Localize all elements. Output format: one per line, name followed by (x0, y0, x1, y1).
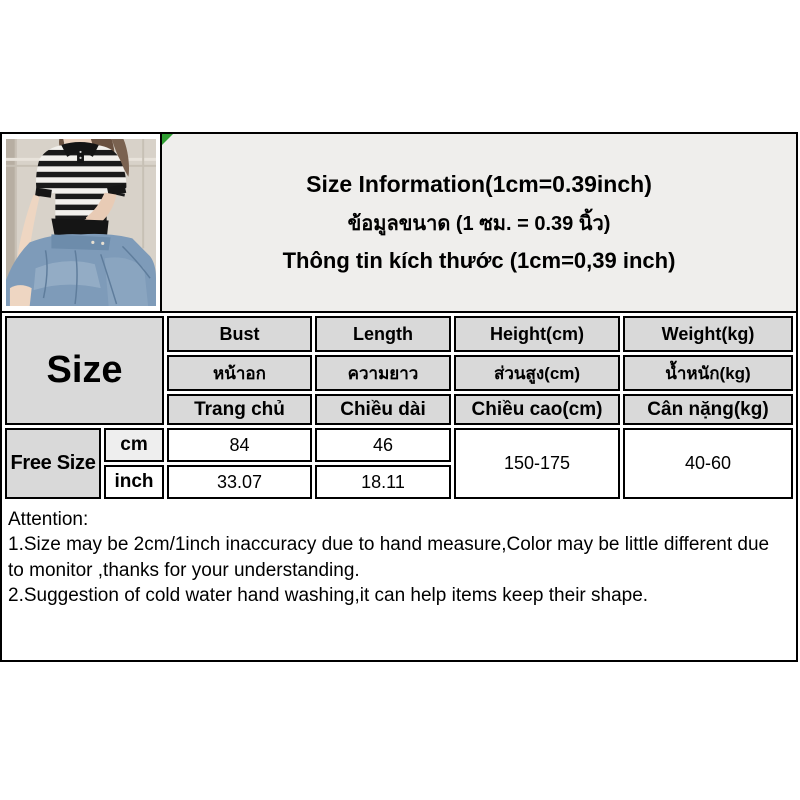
col-header-weight-vi: Cân nặng(kg) (623, 394, 793, 425)
col-header-bust-en: Bust (167, 316, 312, 352)
size-table (2, 313, 796, 502)
header-title-vi: Thông tin kích thước (1cm=0,39 inch) (282, 248, 676, 273)
row-label-free-size: Free Size (5, 428, 101, 499)
col-header-bust-vi: Trang chủ (167, 394, 312, 425)
header-title-en: Size Information(1cm=0.39inch) (306, 171, 652, 197)
col-header-bust-th: หน้าอก (167, 355, 312, 391)
height-range-value: 150-175 (454, 428, 620, 499)
col-header-length-en: Length (315, 316, 451, 352)
col-header-length-th: ความยาว (315, 355, 451, 391)
size-info-header (162, 134, 796, 311)
corner-marker-icon (162, 134, 173, 145)
product-photo-cell (2, 134, 162, 311)
unit-cm-cell: cm (104, 428, 164, 462)
attention-notes (2, 502, 796, 608)
col-header-height-en: Height(cm) (454, 316, 620, 352)
weight-range-value: 40-60 (623, 428, 793, 499)
size-chart-image (0, 132, 798, 662)
top-row (2, 134, 796, 313)
length-inch-value: 18.11 (315, 465, 451, 499)
attention-note-2: 2.Suggestion of cold water hand washing,it can help items keep their shape. (8, 584, 649, 606)
attention-title: Attention: (8, 509, 89, 530)
unit-inch-cell: inch (104, 465, 164, 499)
bust-inch-value: 33.07 (167, 465, 312, 499)
attention-note-1: 1.Size may be 2cm/1inch inaccuracy due to hand measure,Color may be little different due to monitor ,thanks for your understanding. (8, 534, 770, 581)
size-label-cell: Size (5, 316, 164, 425)
col-header-height-th: ส่วนสูง(cm) (454, 355, 620, 391)
product-photo (6, 139, 156, 306)
length-cm-value: 46 (315, 428, 451, 462)
col-header-height-vi: Chiều cao(cm) (454, 394, 620, 425)
bust-cm-value: 84 (167, 428, 312, 462)
col-header-weight-en: Weight(kg) (623, 316, 793, 352)
col-header-weight-th: น้ำหนัก(kg) (623, 355, 793, 391)
header-title-th: ข้อมูลขนาด (1 ซม. = 0.39 นิ้ว) (347, 213, 611, 235)
col-header-length-vi: Chiều dài (315, 394, 451, 425)
